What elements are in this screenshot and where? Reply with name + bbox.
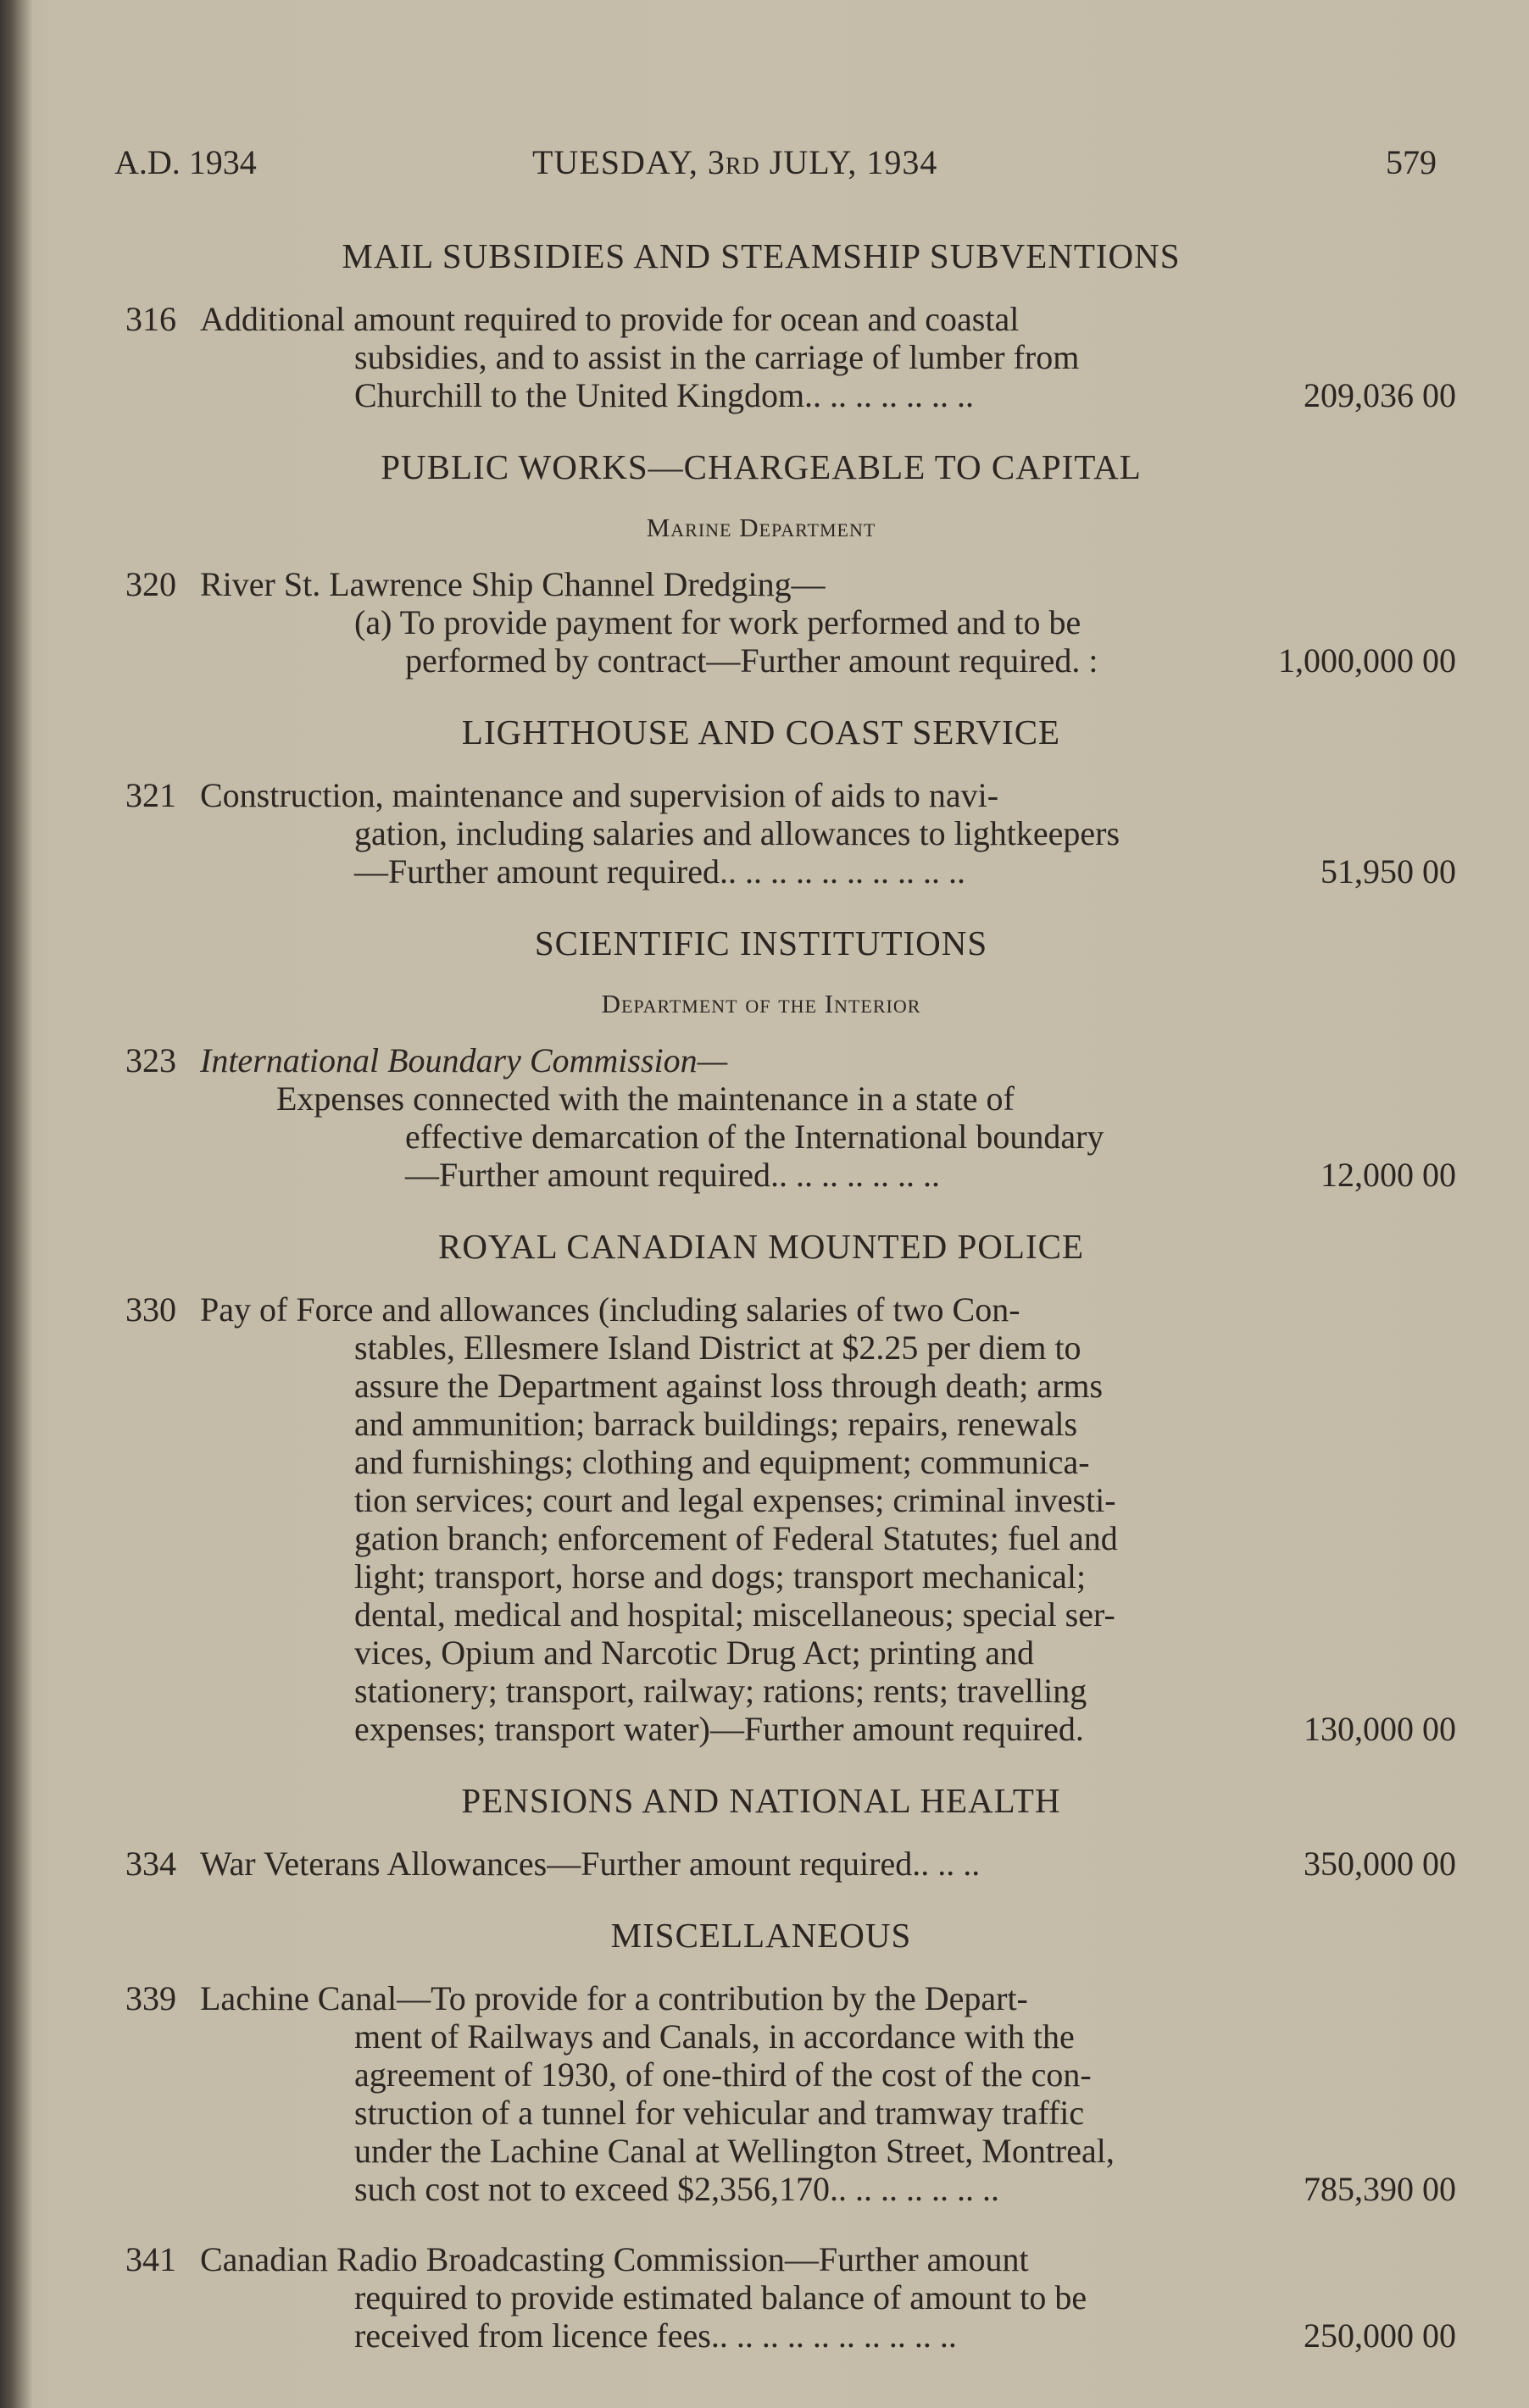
- vote-first-line: [125, 1041, 1448, 1079]
- vote-item: [125, 300, 1456, 414]
- vote-text-line: light; transport, horse and dogs; transport mechanical;: [354, 1557, 1087, 1595]
- section: [125, 236, 1456, 414]
- vote-text-line: International Boundary Commission—: [200, 1041, 728, 1079]
- vote-number: 316: [125, 300, 176, 338]
- vote-first-line: [125, 1845, 1448, 1883]
- section-title: SCIENTIFIC INSTITUTIONS: [534, 924, 988, 963]
- section-title: MAIL SUBSIDIES AND STEAMSHIP SUBVENTIONS: [342, 236, 1181, 275]
- vote-text-line: assure the Department against loss through death; arms: [354, 1367, 1104, 1405]
- vote-text-line: River St. Lawrence Ship Channel Dredging—: [200, 565, 826, 603]
- vote-text-line: —Further amount required.. .. .. .. .. .. .. .. .. ..: [354, 852, 965, 891]
- vote-number: 330: [125, 1290, 176, 1329]
- vote-text-line: gation branch; enforcement of Federal Statutes; fuel and: [354, 1519, 1118, 1557]
- section-subtitle: Department of the Interior: [601, 989, 921, 1018]
- vote-text-line: under the Lachine Canal at Wellington Street, Montreal,: [354, 2132, 1115, 2170]
- section: [125, 447, 1456, 680]
- page-header: [0, 142, 1529, 193]
- vote-text-line: Canadian Radio Broadcasting Commission—Further amount: [200, 2240, 1029, 2278]
- vote-text-line: effective demarcation of the International boundary: [405, 1118, 1104, 1156]
- section-title: PUBLIC WORKS—CHARGEABLE TO CAPITAL: [381, 447, 1142, 486]
- section: [125, 712, 1456, 891]
- vote-text-line: —Further amount required.. .. .. .. .. .. ..: [405, 1156, 940, 1194]
- vote-amount: 51,950 00: [1320, 852, 1456, 891]
- vote-item: [125, 1290, 1456, 1748]
- vote-text-line: dental, medical and hospital; miscellaneous; special ser-: [354, 1595, 1115, 1634]
- section: [125, 1780, 1456, 1883]
- vote-item: [125, 565, 1456, 680]
- vote-text-line: and ammunition; barrack buildings; repairs, renewals: [354, 1405, 1078, 1443]
- vote-text-line: agreement of 1930, of one-third of the cost of the con-: [354, 2056, 1092, 2094]
- vote-first-line: [125, 300, 1448, 338]
- vote-number: 323: [125, 1041, 176, 1079]
- vote-text-line: subsidies, and to assist in the carriage of lumber from: [354, 338, 1080, 376]
- vote-number: 321: [125, 776, 176, 814]
- vote-text-line: stables, Ellesmere Island District at $2.25 per diem to: [354, 1329, 1081, 1367]
- section-title: MISCELLANEOUS: [610, 1916, 912, 1955]
- vote-first-line: [125, 1290, 1448, 1329]
- vote-text-line: such cost not to exceed $2,356,170.. .. .. .. .. .. ..: [354, 2170, 999, 2208]
- vote-number: 339: [125, 1979, 176, 2017]
- vote-item: [125, 1845, 1456, 1883]
- vote-text-line: vices, Opium and Narcotic Drug Act; printing and: [354, 1634, 1035, 1672]
- vote-amount: 209,036 00: [1304, 376, 1456, 414]
- section: [125, 1226, 1456, 1748]
- vote-item: [125, 1041, 1456, 1194]
- vote-text-line: expenses; transport water)—Further amount required.: [354, 1710, 1084, 1748]
- vote-text-line: Lachine Canal—To provide for a contribution by the Depart-: [200, 1979, 1028, 2017]
- header-year: A.D. 1934: [114, 143, 257, 181]
- estimates-content: [125, 236, 1456, 2387]
- vote-first-line: [125, 1979, 1448, 2017]
- vote-text-line: Additional amount required to provide for ocean and coastal: [200, 300, 1020, 338]
- section: [125, 1915, 1456, 2355]
- vote-first-line: [125, 2240, 1448, 2278]
- vote-number: 341: [125, 2240, 176, 2278]
- section: [125, 923, 1456, 1194]
- vote-amount: 12,000 00: [1320, 1156, 1456, 1194]
- vote-text-line: Expenses connected with the maintenance in a state of: [276, 1079, 1015, 1118]
- vote-amount: 1,000,000 00: [1278, 641, 1456, 680]
- vote-amount: 250,000 00: [1304, 2316, 1456, 2355]
- vote-amount: 350,000 00: [1304, 1845, 1456, 1883]
- book-spine-edge: [0, 0, 32, 2408]
- vote-amount: 130,000 00: [1304, 1710, 1456, 1748]
- vote-text-line: gation, including salaries and allowances to lightkeepers: [354, 814, 1120, 852]
- vote-number: 320: [125, 565, 176, 603]
- section-title: LIGHTHOUSE AND COAST SERVICE: [461, 713, 1061, 752]
- vote-number: 334: [125, 1845, 176, 1883]
- vote-text-line: struction of a tunnel for vehicular and tramway traffic: [354, 2094, 1085, 2132]
- vote-text-line: ment of Railways and Canals, in accordance with the: [354, 2017, 1075, 2056]
- vote-item: [125, 1979, 1456, 2208]
- page-number: 579: [1386, 143, 1437, 181]
- vote-text-line: War Veterans Allowances—Further amount required.. .. ..: [200, 1845, 981, 1883]
- vote-text-line: stationery; transport, railway; rations; rents; travelling: [354, 1672, 1087, 1710]
- vote-text-line: Churchill to the United Kingdom.. .. .. .. .. .. ..: [354, 376, 975, 414]
- section-subtitle: Marine Department: [646, 513, 876, 542]
- header-date: TUESDAY, 3RD JULY, 1934: [532, 143, 938, 181]
- vote-text-line: and furnishings; clothing and equipment; communica-: [354, 1443, 1090, 1481]
- vote-item: [125, 776, 1456, 891]
- section-title: ROYAL CANADIAN MOUNTED POLICE: [437, 1227, 1085, 1266]
- vote-text-line: Pay of Force and allowances (including salaries of two Con-: [200, 1290, 1020, 1329]
- vote-first-line: [125, 776, 1448, 814]
- vote-text-line: tion services; court and legal expenses; criminal investi-: [354, 1481, 1116, 1519]
- vote-text-line: performed by contract—Further amount required. :: [405, 641, 1098, 680]
- vote-item: [125, 2240, 1456, 2355]
- vote-text-line: Construction, maintenance and supervision of aids to navi-: [200, 776, 999, 814]
- vote-amount: 785,390 00: [1304, 2170, 1456, 2208]
- vote-text-line: (a) To provide payment for work performed and to be: [354, 603, 1081, 641]
- section-title: PENSIONS AND NATIONAL HEALTH: [461, 1781, 1061, 1820]
- vote-text-line: required to provide estimated balance of amount to be: [354, 2278, 1087, 2316]
- vote-first-line: [125, 565, 1448, 603]
- vote-text-line: received from licence fees.. .. .. .. .. .. .. .. .. ..: [354, 2316, 957, 2355]
